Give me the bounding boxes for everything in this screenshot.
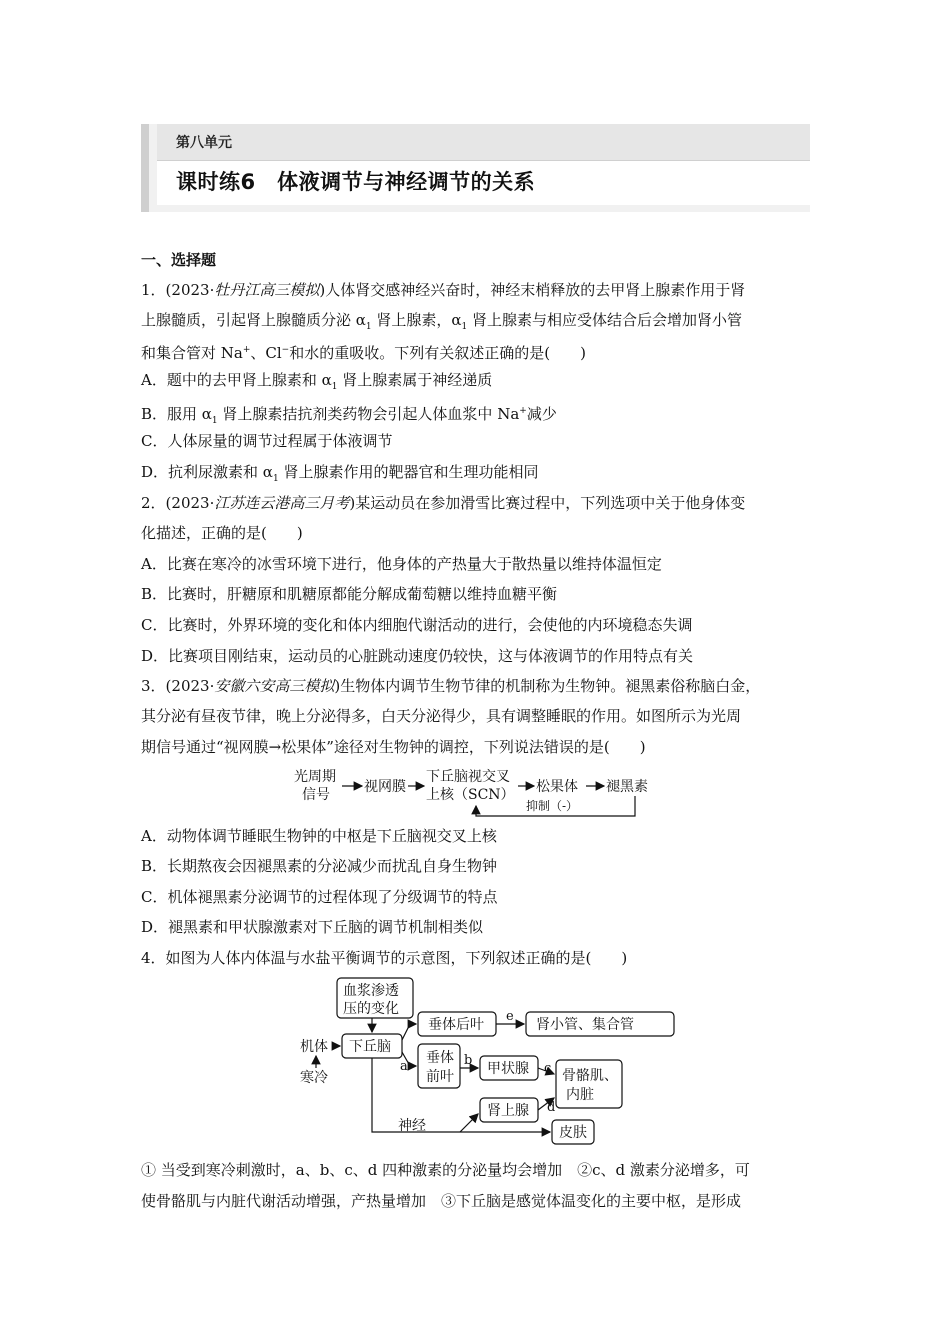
page-title: 课时练6 体液调节与神经调节的关系 — [176, 170, 536, 194]
q1-option-b: B．服用 $\alpha_1$ 肾上腺素拮抗剂类药物会引起人体血浆中 Na+减少 — [141, 405, 557, 426]
q4-statements-line2: 使骨骼肌与内脏代谢活动增强，产热量增加 ③下丘脑是感觉体温变化的主要中枢，是形成 — [141, 1192, 742, 1210]
q3-option-a: A．动物体调节睡眠生物钟的中枢是下丘脑视交叉上核 — [141, 827, 497, 845]
d2-label-a: a — [400, 1059, 408, 1074]
q4-stem: 4．如图为人体内体温与水盐平衡调节的示意图，下列叙述正确的是( ) — [141, 949, 628, 967]
d1-node-retina: 视网膜 — [364, 779, 406, 795]
q3-stem-line1: 3．(2023·安徽六安高三模拟)生物体内调节生物节律的机制称为生物钟。褪黑素俗称脑白金， — [141, 677, 761, 695]
d2-body: 机体 — [300, 1039, 328, 1055]
d2-anterior-2: 前叶 — [426, 1069, 454, 1085]
unit-label: 第八单元 — [176, 135, 232, 151]
d2-arrow-nerve-adrenal — [460, 1114, 478, 1132]
d2-skin: 皮肤 — [559, 1125, 587, 1141]
q4-statements-line1: ① 当受到寒冷刺激时，a、b、c、d 四种激素的分泌量均会增加 ②c、d 激素分泌增多，可 — [141, 1161, 750, 1179]
q3-stem-line3: 期信号通过“视网膜→松果体”途径对生物钟的调控，下列说法错误的是( ) — [141, 738, 646, 756]
d2-label-b: b — [464, 1053, 473, 1068]
d1-node-scn-1: 下丘脑视交叉 — [426, 769, 510, 785]
d2-arrow-hypo-posterior — [402, 1024, 416, 1040]
d2-muscle-2: 内脏 — [566, 1087, 594, 1103]
q3-option-c: C．机体褪黑素分泌调节的过程体现了分级调节的特点 — [141, 888, 498, 906]
d1-node-pineal: 松果体 — [536, 779, 578, 795]
d1-node-melatonin: 褪黑素 — [606, 779, 648, 795]
d2-label-c: c — [544, 1061, 552, 1076]
q3-option-b: B．长期熬夜会因褪黑素的分泌减少而扰乱自身生物钟 — [141, 857, 498, 875]
q1-option-c: C．人体尿量的调节过程属于体液调节 — [141, 432, 393, 450]
q2-stem-line2: 化描述，正确的是( ) — [141, 524, 303, 542]
d2-hypothalamus: 下丘脑 — [349, 1039, 391, 1055]
d1-node-scn-2: 上核（SCN） — [426, 787, 515, 803]
d1-feedback-label: 抑制（-） — [526, 799, 579, 813]
d2-adrenal: 肾上腺 — [487, 1103, 529, 1119]
d2-anterior-1: 垂体 — [426, 1050, 454, 1066]
thermoregulation-diagram — [290, 974, 690, 1150]
q2-option-a: A．比赛在寒冷的冰雪环境下进行，他身体的产热量大于散热量以维持体温恒定 — [141, 555, 662, 573]
q1-stem-line1: 1．(2023·牡丹江高三模拟)人体肾交感神经兴奋时，神经末梢释放的去甲肾上腺素作用于肾 — [141, 281, 746, 299]
d2-cold: 寒冷 — [300, 1070, 328, 1086]
header-band — [157, 124, 810, 160]
d2-plasma-line1: 血浆渗透 — [343, 983, 399, 999]
d2-plasma-line2: 压的变化 — [343, 1001, 399, 1017]
q2-option-d: D．比赛项目刚结束，运动员的心脏跳动速度仍较快，这与体液调节的作用特点有关 — [141, 647, 694, 665]
q3-stem-line2: 其分泌有昼夜节律，晚上分泌得多，白天分泌得少，具有调整睡眠的作用。如图所示为光周 — [141, 707, 742, 725]
d2-kidney: 肾小管、集合管 — [536, 1017, 634, 1033]
q1-stem-line3: 和集合管对 Na+、Cl−和水的重吸收。下列有关叙述正确的是( ) — [141, 344, 586, 362]
q1-option-d: D．抗利尿激素和 $\alpha_1$ 肾上腺素作用的靶器官和生理功能相同 — [141, 463, 539, 484]
d2-label-e: e — [506, 1009, 514, 1024]
q2-option-c: C．比赛时，外界环境的变化和体内细胞代谢活动的进行，会使他的内环境稳态失调 — [141, 616, 693, 634]
q1-stem-line2: 上腺髓质，引起肾上腺髓质分泌 $\alpha_1$ 肾上腺素，$\alpha_1$ 肾上腺素与相应受体结合后会增加肾小管 — [141, 311, 743, 332]
q1-option-a: A．题中的去甲肾上腺素和 $\alpha_1$ 肾上腺素属于神经递质 — [141, 371, 493, 392]
d2-thyroid: 甲状腺 — [487, 1061, 529, 1077]
d2-posterior: 垂体后叶 — [428, 1017, 484, 1033]
d1-node-light-signal-1: 光周期 — [294, 769, 336, 785]
d2-label-d: d — [547, 1100, 556, 1115]
circadian-pathway-diagram — [290, 766, 670, 822]
d2-nerve-label: 神经 — [398, 1118, 426, 1134]
d2-muscle-1: 骨骼肌、 — [562, 1068, 618, 1084]
header-accent-bar — [141, 124, 149, 212]
d1-node-light-signal-2: 信号 — [302, 787, 330, 803]
section-title: 一、选择题 — [141, 251, 217, 269]
q2-option-b: B．比赛时，肝糖原和肌糖原都能分解成葡萄糖以维持血糖平衡 — [141, 585, 558, 603]
q2-stem-line1: 2．(2023·江苏连云港高三月考)某运动员在参加滑雪比赛过程中，下列选项中关于他身体变 — [141, 494, 746, 512]
q3-option-d: D．褪黑素和甲状腺激素对下丘脑的调节机制相类似 — [141, 918, 484, 936]
